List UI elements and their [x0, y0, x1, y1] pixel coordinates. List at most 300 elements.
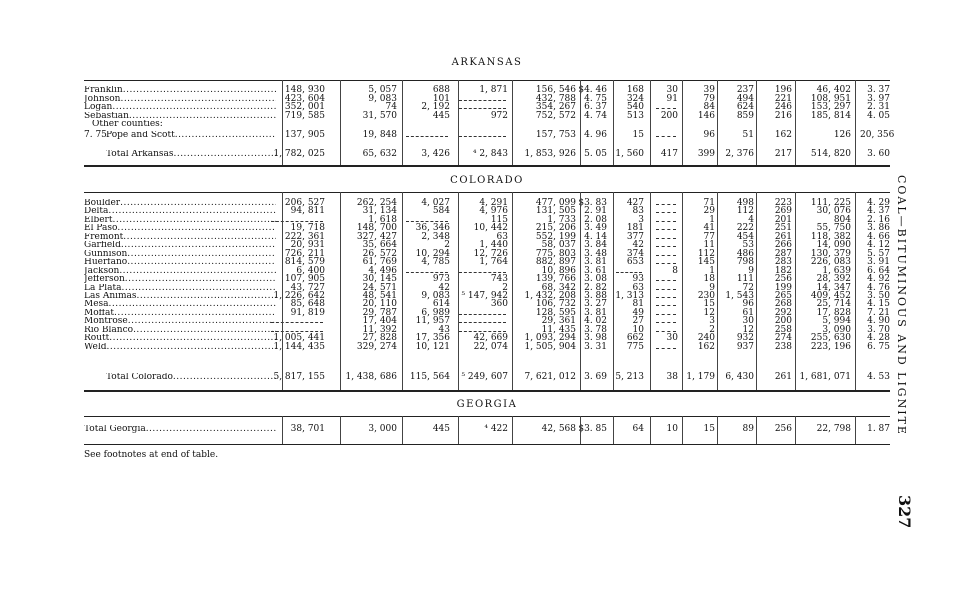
table-cell: 688: [432, 85, 450, 95]
column-rule: [613, 416, 614, 444]
table-cell: 1, 144, 435: [273, 341, 325, 352]
table-cell: 96: [742, 299, 754, 310]
table-cell: 5, 994: [822, 316, 851, 327]
table-cell: 27: [632, 316, 644, 327]
table-cell: 5, 817, 155: [273, 372, 325, 382]
rule: [84, 165, 890, 167]
table-cell: 719, 585: [284, 110, 325, 121]
table-cell: 1, 005, 441: [273, 333, 325, 344]
table-cell: 217: [774, 149, 792, 159]
table-cell: 3. 81: [584, 257, 607, 268]
running-head-text: COAL—BITUMINOUS AND LIGNITE: [895, 175, 908, 436]
table-cell: 266: [774, 240, 792, 251]
table-cell: 10, 121: [415, 341, 450, 352]
page-number: [895, 495, 925, 555]
table-cell: 43, 727: [290, 282, 325, 293]
table-cell: 6. 64: [867, 265, 890, 276]
table-cell: 514, 820: [810, 149, 851, 159]
row-label: Sebastian .....: [84, 112, 276, 121]
table-cell: 3. 50: [867, 290, 890, 301]
row-label: Fremont .....: [84, 233, 276, 242]
column-rule: [855, 192, 856, 390]
table-cell: 432, 788: [535, 93, 576, 104]
empty-cell: [616, 272, 642, 273]
table-cell: 329, 274: [356, 341, 397, 352]
table-cell: 1, 543: [725, 290, 754, 301]
table-cell: 55, 750: [816, 223, 851, 234]
table-cell: 4. 75: [584, 93, 607, 104]
table-cell: 11, 392: [362, 324, 397, 335]
table-cell: 3. 37: [867, 85, 890, 95]
table-cell: 2: [502, 282, 508, 293]
table-cell: 427: [626, 198, 644, 208]
row-label: La Plata .....: [84, 284, 276, 293]
table-cell: 814, 579: [284, 257, 325, 268]
table-cell: 4. 28: [867, 333, 890, 344]
table-cell: 3. 84: [584, 240, 607, 251]
column-rule: [650, 416, 651, 444]
row-label: Jefferson .....: [84, 275, 276, 284]
table-cell: 79: [703, 93, 715, 104]
empty-cell: [656, 331, 676, 332]
table-cell: 94, 811: [290, 206, 325, 217]
empty-cell: [656, 212, 676, 213]
column-rule: [458, 416, 459, 444]
table-cell: 29: [703, 206, 715, 217]
table-cell: 101: [432, 93, 450, 104]
table-cell: 798: [736, 257, 754, 268]
table-cell: 937: [736, 341, 754, 352]
table-cell: 9, 083: [421, 290, 450, 301]
table-cell: 4. 74: [584, 110, 607, 121]
table-cell: 2, 376: [725, 149, 754, 159]
column-rule: [512, 192, 513, 390]
column-rule: [340, 80, 341, 165]
table-cell: 1, 438, 686: [345, 372, 397, 382]
column-rule: [682, 80, 683, 165]
table-cell: 6. 75: [867, 341, 890, 352]
table-cell: 139, 766: [535, 274, 576, 285]
table-cell: 15: [632, 130, 644, 140]
table-cell: 1, 226, 642: [273, 290, 325, 301]
column-rule: [340, 192, 341, 390]
row-label: Logan .....: [84, 103, 276, 112]
table-cell: 26, 572: [362, 248, 397, 259]
table-cell: 223, 196: [810, 341, 851, 352]
table-cell: 454: [736, 231, 754, 242]
row-label: Jackson .....: [84, 267, 276, 276]
table-cell: ⁵ 147, 942: [461, 290, 508, 301]
row-label: Other counties:: [92, 120, 163, 129]
table-cell: 624: [736, 102, 754, 112]
table-cell: 200: [660, 110, 678, 121]
table-cell: 131, 505: [535, 206, 576, 217]
row-label: Rio Blanco .....: [84, 326, 276, 335]
row-label: Huerfano .....: [84, 258, 276, 267]
table-cell: 42, 669: [473, 333, 508, 344]
table-cell: 552, 199: [535, 231, 576, 242]
table-cell: 38, 701: [290, 424, 325, 434]
empty-cell: [656, 348, 676, 349]
table-cell: 201: [774, 214, 792, 225]
table-cell: 269: [774, 206, 792, 217]
table-cell: 216: [774, 110, 792, 121]
table-cell: 65, 632: [362, 149, 397, 159]
table-cell: 4. 92: [867, 274, 890, 285]
table-cell: 3, 000: [368, 424, 397, 434]
table-cell: $3. 85: [578, 424, 607, 434]
table-cell: 17, 356: [415, 333, 450, 344]
table-cell: 30: [742, 316, 754, 327]
table-cell: 477, 099: [535, 198, 576, 208]
table-cell: 10, 896: [541, 265, 576, 276]
table-cell: 352, 001: [284, 102, 325, 112]
table-cell: 19, 718: [290, 223, 325, 234]
table-cell: 41: [703, 223, 715, 234]
table-cell: 662: [626, 333, 644, 344]
table-cell: 42, 568: [541, 424, 576, 434]
table-cell: 5. 57: [867, 248, 890, 259]
empty-cell: [459, 108, 506, 109]
table-cell: 126: [833, 130, 851, 140]
table-cell: 31, 134: [362, 206, 397, 217]
table-cell: 3: [638, 214, 644, 225]
table-cell: 409, 452: [810, 290, 851, 301]
table-cell: 1, 733: [547, 214, 576, 225]
table-cell: 130, 379: [810, 248, 851, 259]
table-cell: 3. 86: [867, 223, 890, 234]
row-label: Franklin .....: [84, 86, 276, 95]
table-cell: 2, 192: [421, 102, 450, 112]
empty-cell: [656, 136, 676, 137]
table-cell: 118, 382: [810, 231, 851, 242]
table-cell: 146: [697, 110, 715, 121]
table-cell: 268: [774, 299, 792, 310]
table-cell: 12: [742, 324, 754, 335]
column-rule: [795, 80, 796, 165]
table-cell: 196: [774, 85, 792, 95]
table-cell: 859: [736, 110, 754, 121]
empty-cell: [271, 221, 323, 222]
table-row: [84, 130, 895, 140]
table-cell: 68, 342: [541, 282, 576, 293]
empty-cell: [656, 289, 676, 290]
table-cell: 17, 404: [362, 316, 397, 327]
column-rule: [512, 80, 513, 165]
row-label: Las Animas .....: [84, 292, 276, 301]
empty-cell: [271, 331, 323, 332]
table-cell: 8: [672, 265, 678, 276]
table-cell: 39: [703, 85, 715, 95]
table-cell: 28, 392: [816, 274, 851, 285]
table-cell: $4. 46: [578, 85, 607, 95]
row-label: Johnson .....: [84, 95, 276, 104]
empty-cell: [656, 229, 676, 230]
table-cell: 9: [748, 265, 754, 276]
empty-cell: [459, 331, 506, 332]
table-cell: 162: [697, 341, 715, 352]
table-cell: 9: [709, 282, 715, 293]
column-rule: [795, 416, 796, 444]
page-number-text: 327: [895, 495, 914, 529]
row-label: Gunnison .....: [84, 250, 276, 259]
table-cell: 354, 267: [535, 102, 576, 112]
table-cell: 63: [496, 231, 508, 242]
table-cell: 1, 681, 071: [799, 372, 851, 382]
table-cell: 185, 814: [810, 110, 851, 121]
empty-cell: [459, 100, 506, 101]
table-row: [84, 425, 890, 434]
table-cell: 74: [385, 102, 397, 112]
table-cell: 3, 426: [421, 149, 450, 159]
table-cell: 5. 05: [584, 149, 607, 159]
column-rule: [282, 80, 283, 165]
table-cell: 4, 785: [421, 257, 450, 268]
table-cell: 111, 225: [810, 198, 851, 208]
table-cell: 10, 442: [473, 223, 508, 234]
empty-cell: [656, 246, 676, 247]
table-cell: 3. 70: [867, 324, 890, 335]
row-label: Total Colorado .....: [106, 373, 276, 382]
table-cell: 324: [626, 93, 644, 104]
table-cell: 148, 930: [284, 85, 325, 95]
column-rule: [580, 192, 581, 390]
row-label: Garfield .....: [84, 241, 276, 250]
table-cell: 417: [660, 149, 678, 159]
table-cell: 3. 49: [584, 223, 607, 234]
table-cell: 2, 348: [421, 231, 450, 242]
table-cell: 30, 076: [816, 206, 851, 217]
column-rule: [613, 80, 614, 165]
row-label: Elbert .....: [84, 216, 276, 225]
table-cell: 1, 093, 294: [524, 333, 576, 344]
table-cell: 445: [432, 424, 450, 434]
table-cell: 1. 87: [867, 424, 890, 434]
table-cell: 3. 08: [584, 274, 607, 285]
column-rule: [756, 80, 757, 165]
table-cell: 96: [703, 130, 715, 140]
table-cell: 498: [736, 198, 754, 208]
table-cell: 374: [626, 248, 644, 259]
empty-cell: [459, 314, 506, 315]
table-cell: 215, 206: [535, 223, 576, 234]
table-cell: 3. 31: [584, 341, 607, 352]
table-cell: 22, 798: [816, 424, 851, 434]
column-rule: [512, 416, 513, 444]
table-cell: 10, 294: [415, 248, 450, 259]
table-cell: 89: [742, 424, 754, 434]
table-cell: 19, 848: [362, 130, 397, 140]
table-cell: 2. 08: [584, 214, 607, 225]
table-cell: 7. 21: [867, 307, 890, 318]
table-cell: 91: [666, 93, 678, 104]
table-cell: 63: [632, 282, 644, 293]
empty-cell: [656, 108, 676, 109]
table-cell: 4. 14: [584, 231, 607, 242]
table-cell: 1, 618: [368, 214, 397, 225]
column-rule: [855, 416, 856, 444]
empty-cell: [656, 297, 676, 298]
column-rule: [682, 416, 683, 444]
table-cell: 486: [736, 248, 754, 259]
table-cell: 10: [666, 424, 678, 434]
table-cell: 30, 145: [362, 274, 397, 285]
table-cell: 2. 82: [584, 282, 607, 293]
table-cell: 327, 427: [356, 231, 397, 242]
empty-cell: [459, 272, 506, 273]
table-cell: 226, 083: [810, 257, 851, 268]
empty-cell: [656, 255, 676, 256]
table-cell: 4. 90: [867, 316, 890, 327]
table-cell: 2: [709, 324, 715, 335]
table-cell: 58, 037: [541, 240, 576, 251]
empty-cell: [656, 263, 676, 264]
empty-cell: [656, 280, 676, 281]
table-cell: 14, 090: [816, 240, 851, 251]
column-rule: [402, 80, 403, 165]
table-cell: 4. 66: [867, 231, 890, 242]
table-cell: 445: [432, 110, 450, 121]
table-cell: 513: [626, 110, 644, 121]
table-cell: 932: [736, 333, 754, 344]
table-cell: 265: [774, 290, 792, 301]
table-cell: 4. 15: [867, 299, 890, 310]
table-cell: 3. 27: [584, 299, 607, 310]
table-cell: 20, 110: [362, 299, 397, 310]
table-cell: 85, 648: [290, 299, 325, 310]
table-cell: 4, 496: [368, 265, 397, 276]
table-cell: 3. 97: [867, 93, 890, 104]
table-cell: 20, 931: [290, 240, 325, 251]
table-cell: 111: [736, 274, 754, 285]
table-cell: 653: [626, 257, 644, 268]
empty-cell: [406, 136, 448, 137]
table-cell: 1, 432, 208: [524, 290, 576, 301]
column-rule: [650, 192, 651, 390]
table-cell: 115: [490, 214, 508, 225]
table-cell: 61, 769: [362, 257, 397, 268]
table-cell: 251: [774, 223, 792, 234]
rule: [84, 390, 890, 392]
column-rule: [613, 192, 614, 390]
table-cell: 3. 60: [867, 149, 890, 159]
table-cell: 17, 828: [816, 307, 851, 318]
table-cell: 42: [632, 240, 644, 251]
table-cell: 107, 905: [284, 274, 325, 285]
table-cell: 882, 897: [535, 257, 576, 268]
table-cell: 83: [632, 206, 644, 217]
table-cell: 84: [703, 102, 715, 112]
table-cell: 743: [490, 274, 508, 285]
table-cell: 255, 630: [810, 333, 851, 344]
table-cell: 222: [736, 223, 754, 234]
table-cell: 200: [774, 316, 792, 327]
table-cell: 804: [833, 214, 851, 225]
table-cell: ⁵ 249, 607: [461, 372, 508, 382]
rule: [84, 80, 890, 81]
table-cell: 46, 402: [816, 85, 851, 95]
table-cell: 77: [703, 231, 715, 242]
table-cell: 4. 76: [867, 282, 890, 293]
column-rule: [580, 416, 581, 444]
section-title-georgia: GEORGIA: [456, 399, 518, 410]
table-cell: 1, 871: [479, 85, 508, 95]
table-cell: 258: [774, 324, 792, 335]
table-cell: 10: [632, 324, 644, 335]
table-cell: ⁴ 422: [484, 424, 508, 434]
table-cell: 35, 664: [362, 240, 397, 251]
table-cell: 31, 570: [362, 110, 397, 121]
table-cell: 2. 91: [584, 206, 607, 217]
row-label: Total Arkansas .....: [106, 150, 276, 159]
table-cell: 112: [736, 206, 754, 217]
table-cell: 775: [626, 341, 644, 352]
table-cell: 27, 828: [362, 333, 397, 344]
table-cell: 4, 976: [479, 206, 508, 217]
table-cell: 283: [774, 257, 792, 268]
table-cell: 12: [703, 307, 715, 318]
row-label: Moffat .....: [84, 309, 276, 318]
table-cell: 42: [438, 282, 450, 293]
column-rule: [717, 80, 718, 165]
table-cell: 181: [626, 223, 644, 234]
empty-cell: [271, 322, 323, 323]
table-cell: 4. 96: [584, 130, 607, 140]
table-cell: 3: [709, 316, 715, 327]
table-cell: 230: [697, 290, 715, 301]
table-cell: 2: [444, 240, 450, 251]
column-rule: [580, 80, 581, 165]
table-cell: 752, 572: [535, 110, 576, 121]
table-cell: 4. 29: [867, 198, 890, 208]
rule: [84, 444, 890, 445]
table-cell: 1, 179: [686, 372, 715, 382]
table-cell: 4: [748, 214, 754, 225]
table-cell: 29, 361: [541, 316, 576, 327]
table-cell: 261: [774, 372, 792, 382]
rule: [84, 192, 890, 193]
table-cell: 43: [438, 324, 450, 335]
table-cell: 494: [736, 93, 754, 104]
table-cell: 775, 803: [535, 248, 576, 259]
table-cell: 1, 782, 025: [273, 149, 325, 159]
table-cell: 14, 347: [816, 282, 851, 293]
table-cell: 11, 957: [415, 316, 450, 327]
row-label: Mesa .....: [84, 300, 276, 309]
table-cell: 1, 853, 926: [524, 149, 576, 159]
table-cell: 7, 621, 012: [524, 372, 576, 382]
table-cell: 1, 639: [822, 265, 851, 276]
table-cell: 4. 02: [584, 316, 607, 327]
column-rule: [756, 192, 757, 390]
column-rule: [282, 192, 283, 390]
running-head: [895, 175, 925, 475]
row-label: Weld .....: [84, 343, 276, 352]
table-cell: 15: [703, 299, 715, 310]
table-cell: 540: [626, 102, 644, 112]
table-cell: 222, 361: [284, 231, 325, 242]
row-label: Pope and Scott .....: [106, 131, 276, 140]
empty-cell: [459, 136, 506, 137]
table-cell: 153, 297: [810, 102, 851, 112]
table-cell: 246: [774, 102, 792, 112]
empty-cell: [656, 204, 676, 205]
table-cell: 262, 254: [356, 198, 397, 208]
table-cell: 223: [774, 198, 792, 208]
table-cell: 377: [626, 231, 644, 242]
table-cell: 5, 213: [615, 372, 644, 382]
table-cell: 261: [774, 231, 792, 242]
